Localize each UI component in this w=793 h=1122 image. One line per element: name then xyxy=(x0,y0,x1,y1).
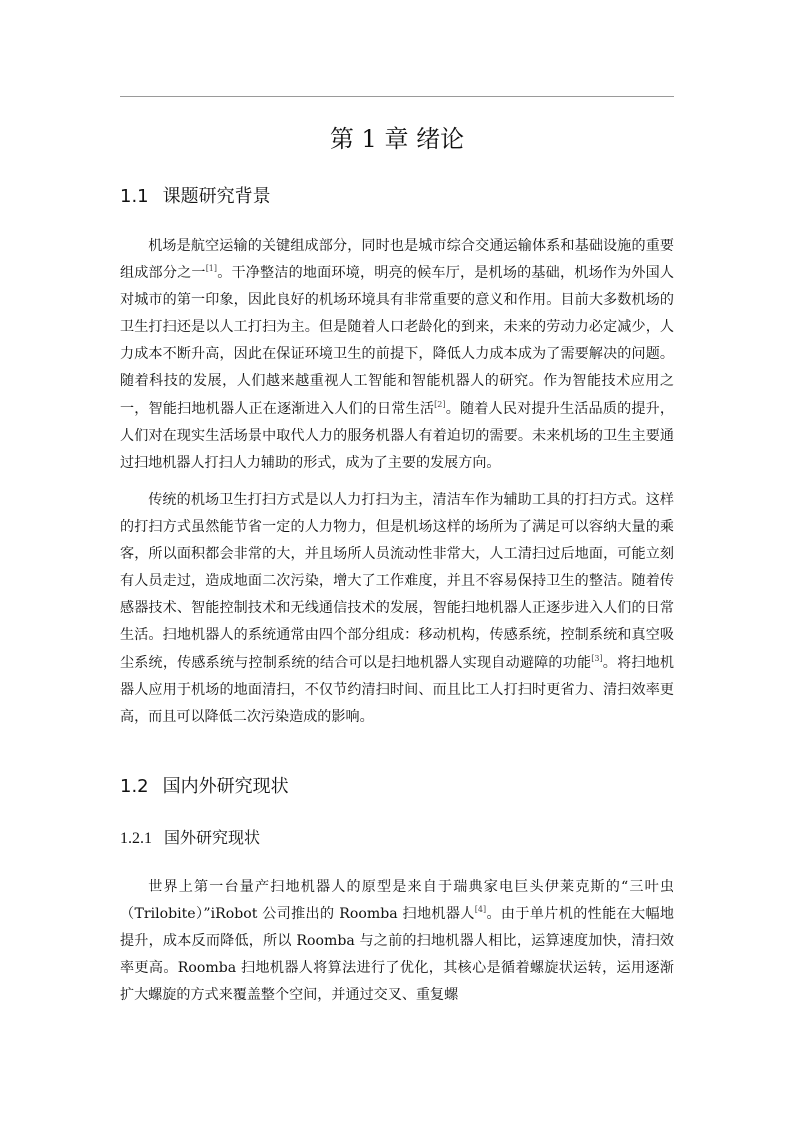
paragraph-text: 传统的机场卫生打扫方式是以人力打扫为主，清洁车作为辅助工具的打扫方式。这样的打扫方式虽然能节省一定的人力物力，但是机场这样的场所为了满足可以容纳大量的乘客，所以面积都会非常的大，并且场所人员流动性非常大，人工清扫过后地面，可能立刻有人员走过，造成地面二次污染，增大了工作难度，并且不容易保持卫生的整洁。随着传感器技术、智能控制技术和无线通信技术的发展，智能扫地机器人正逐步进入人们的日常生活。扫地机器人的系统通常由四个部分组成：移动机构，传感系统，控制系统和真空吸尘系统，传感系统与控制系统的结合可以是扫地机器人实现自动避障的功能 xyxy=(120,492,674,671)
paragraph-foreign-research xyxy=(120,874,674,1009)
paragraph-background-2 xyxy=(120,487,674,731)
chapter-title: 第 1 章 绪论 xyxy=(329,125,465,153)
section-heading-1-2 xyxy=(120,774,289,800)
section-title: 课题研究背景 xyxy=(162,186,271,207)
subsection-heading-1-2-1 xyxy=(120,826,260,851)
section-title: 国内外研究现状 xyxy=(162,776,289,797)
citation-ref: [1] xyxy=(205,264,218,274)
paragraph-text: 。干净整洁的地面环境，明亮的候车厅，是机场的基础，机场作为外国人对城市的第一印象，因此良好的机场环境具有非常重要的意义和作用。目前大多数机场的卫生打扫还是以人工打扫为主。但是随着人口老龄化的到来，未来的劳动力必定减少，人力成本不断升高，因此在保证环境卫生的前提下，降低人力成本成为了需要解决的问题。随着科技的发展，人们越来越重视人工智能和智能机器人的研究。作为智能技术应用之一，智能扫地机器人正在逐渐进入人们的日常生活 xyxy=(120,265,675,417)
paragraph-text: 。由于单片机的性能在大幅地提升，成本反而降低，所以 Roomba 与之前的扫地机器人相比，运算速度加快，清扫效率更高。Roomba 扫地机器人将算法进行了优化，其核心是循着螺旋状运转，运用逐渐扩大螺旋的方式来覆盖整个空间，并通过交叉、重复螺 xyxy=(120,906,675,1004)
paragraph-text: 机场是航空运输的关键组成部分，同时也是城市综合交通运输体系和基础设施的重要组成部分之一 xyxy=(120,238,674,282)
citation-ref: [2] xyxy=(434,399,446,409)
section-heading-1-1 xyxy=(120,184,271,210)
citation-ref: [4] xyxy=(474,905,487,915)
section-number: 1.2 xyxy=(120,776,149,797)
paragraph-text: 。随着人民对提升生活品质的提升，人们对在现实生活场景中取代人力的服务机器人有着迫切的需要。未来机场的卫生主要通过扫地机器人打扫人力辅助的形式，成为了主要的发展方向。 xyxy=(120,400,675,471)
paragraph-text: 。将扫地机器人应用于机场的地面清扫，不仅节约清扫时间、而且比工人打扫时更省力、清扫效率更高，而且可以降低二次污染造成的影响。 xyxy=(120,654,675,725)
subsection-number: 1.2.1 xyxy=(120,830,152,847)
subsection-title: 国外研究现状 xyxy=(164,828,261,847)
section-number: 1.1 xyxy=(120,186,149,207)
paragraph-background-1 xyxy=(120,233,674,477)
paragraph-text: 世界上第一台量产扫地机器人的原型是来自于瑞典家电巨头伊莱克斯的“三叶虫（Trilobite）”iRobot 公司推出的 Roomba 扫地机器人 xyxy=(120,879,674,923)
header-rule xyxy=(120,96,674,97)
citation-ref: [3] xyxy=(591,653,603,663)
